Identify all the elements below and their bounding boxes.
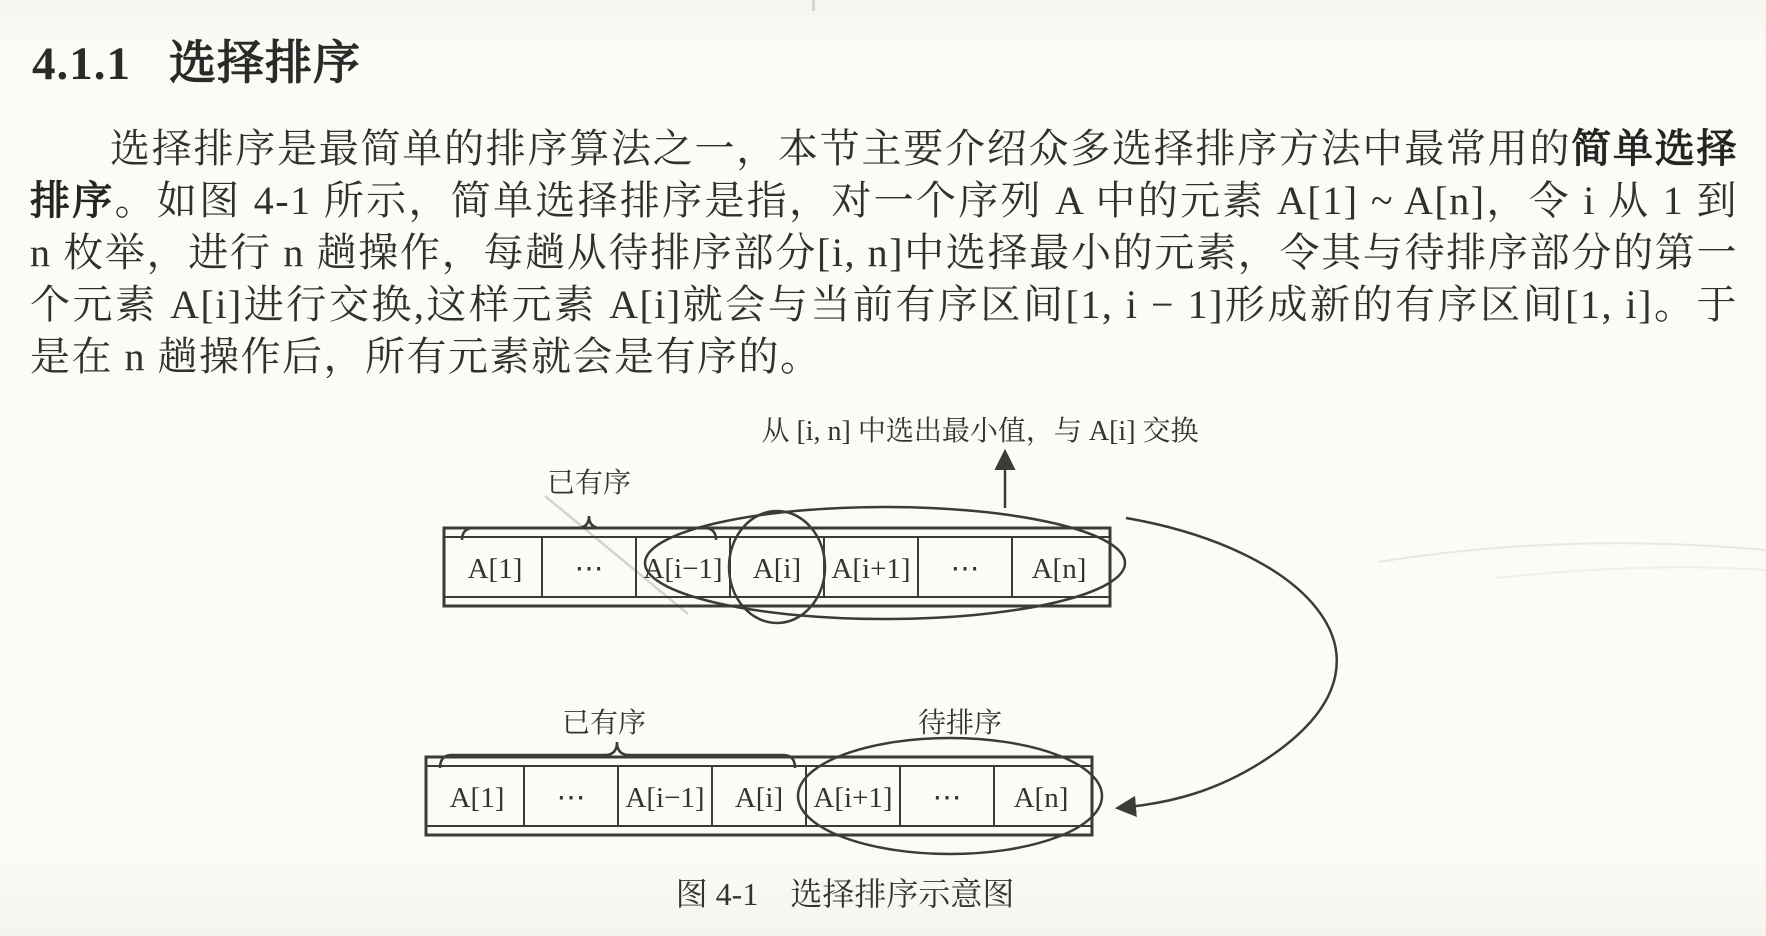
intro-paragraph xyxy=(30,123,1738,383)
figure-4-1 xyxy=(0,400,1766,936)
row1-cell: A[n] xyxy=(1031,553,1087,585)
row1-cell: A[i] xyxy=(752,553,802,585)
row2-cell: A[n] xyxy=(1013,782,1069,814)
row1-cell: ⋯ xyxy=(950,553,980,585)
row1-cell: A[i+1] xyxy=(831,553,911,585)
paragraph-text-run: 。如图 4-1 所示，简单选择排序是指，对一个序列 A 中的元素 A[1] ~ A[n]，令 i 从 1 到 n 枚举，进行 n 趟操作，每趟从待排序部分[i, n]中选择最小的元素，令其与待排序部分的第一个元素 A[i]进行交换,这样元素 A[i]就会与当前有序区间[1, i − 1]形成新的有序区间[1, i]。于是在 n 趟操作后，所有元素就会是有序的。 xyxy=(30,178,1739,379)
paragraph-bold-term: 简单选择排序 xyxy=(30,126,1738,223)
row1-array xyxy=(444,528,1110,606)
section-heading xyxy=(32,26,1766,93)
figure-annotation: 从 [i, n] 中选出最小值，与 A[i] 交换 xyxy=(761,416,1199,447)
swap-curved-arrow xyxy=(1118,518,1337,808)
row2-unsorted-label: 待排序 xyxy=(917,708,1003,739)
scan-artifact-curve xyxy=(1378,543,1766,562)
row1-cell: ⋯ xyxy=(574,553,604,585)
row1-cell: A[1] xyxy=(467,553,523,585)
row2-cell: A[1] xyxy=(449,782,505,814)
scan-artifact-tick xyxy=(812,0,815,11)
row2-cell: ⋯ xyxy=(556,782,586,814)
row2-sorted-brace xyxy=(440,742,795,768)
figure-caption: 图 4-1 选择排序示意图 xyxy=(675,876,1015,912)
section-title: 选择排序 xyxy=(169,38,361,90)
row2-cell: A[i−1] xyxy=(625,782,705,814)
row2-sorted-label: 已有序 xyxy=(561,708,647,739)
row2-cell: ⋯ xyxy=(932,782,962,814)
paragraph-text-run: 选择排序是最简单的排序算法之一，本节主要介绍众多选择排序方法中最常用的 xyxy=(110,126,1572,171)
row2-array xyxy=(426,757,1092,835)
row1-cell: A[i−1] xyxy=(643,553,723,585)
scan-artifact-curve-2 xyxy=(1496,567,1766,578)
section-number: 4.1.1 xyxy=(32,38,131,90)
row2-cell: A[i] xyxy=(734,782,784,814)
row1-sorted-label: 已有序 xyxy=(546,468,632,499)
row2-cell: A[i+1] xyxy=(813,782,893,814)
